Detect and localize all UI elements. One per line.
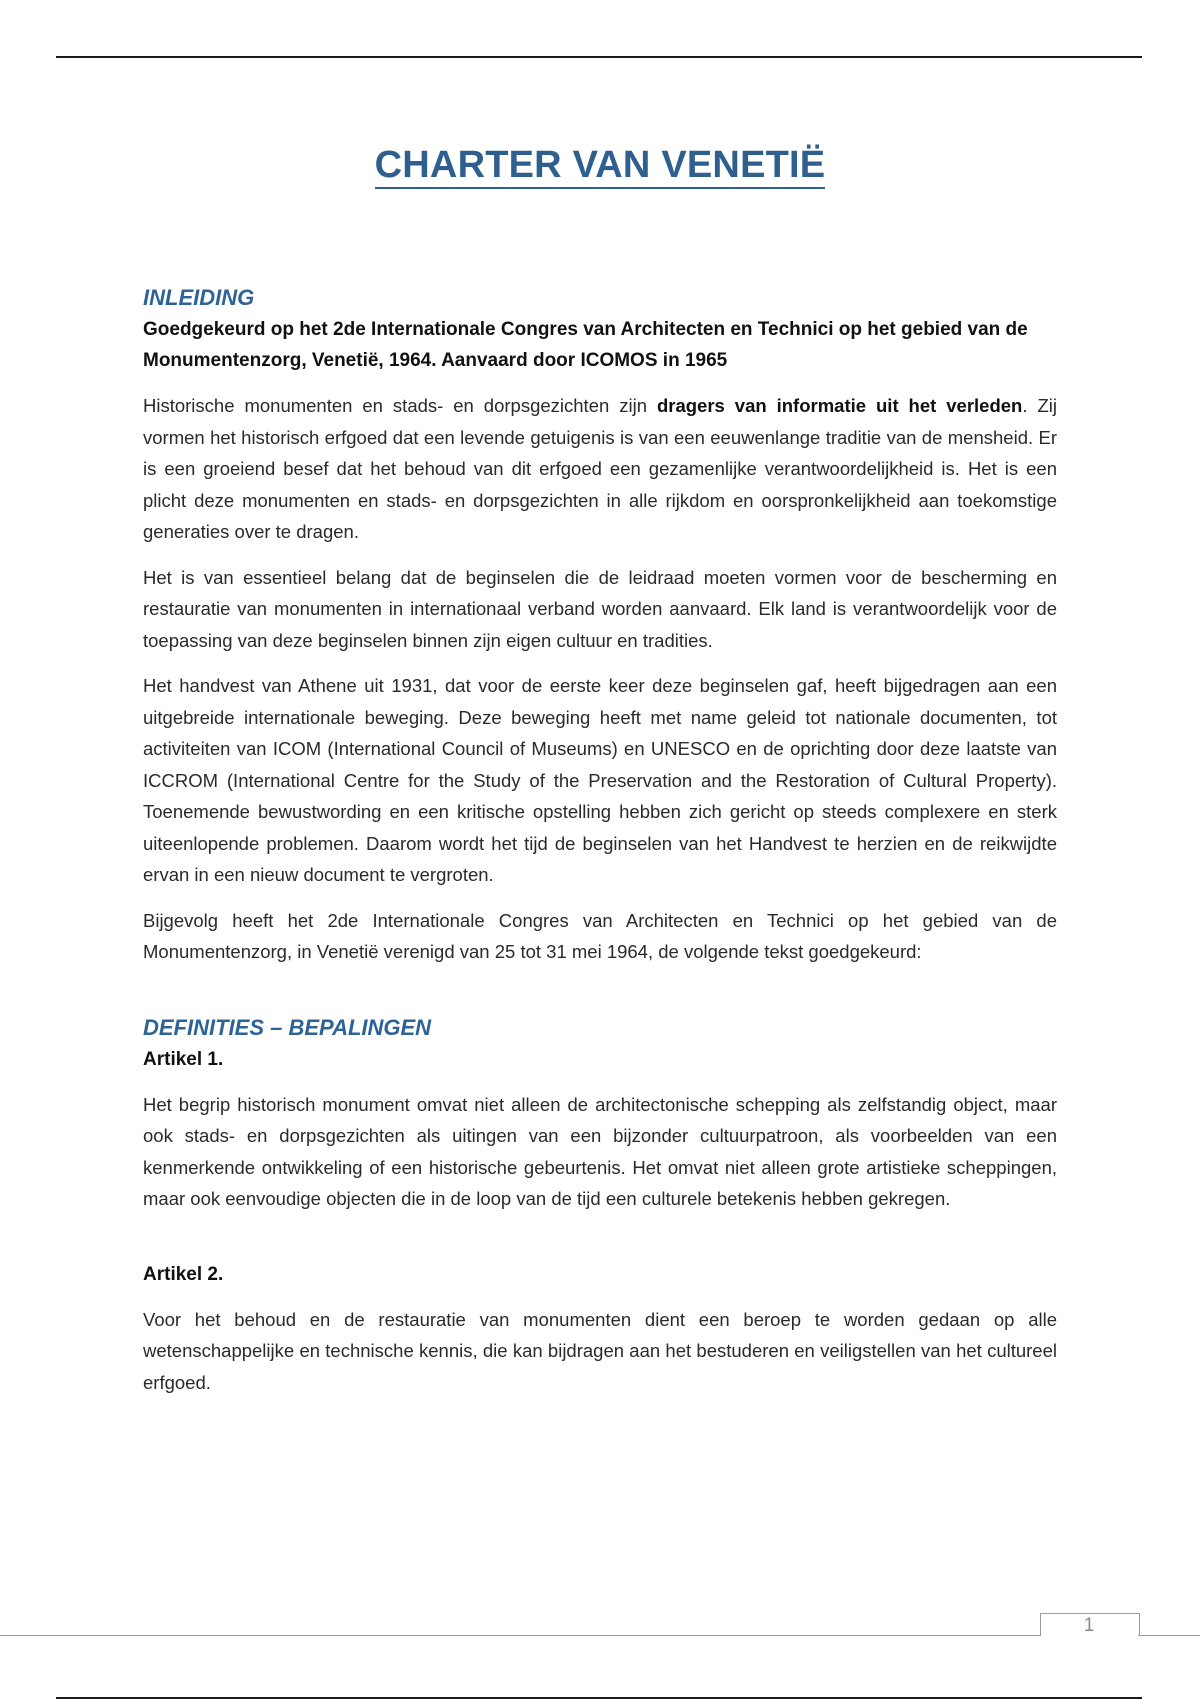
document-body xyxy=(143,282,1057,1412)
section-heading-definities: DEFINITIES – BEPALINGEN xyxy=(143,1014,432,1040)
intro-paragraph-1 xyxy=(143,390,1057,548)
article-2-text: Voor het behoud en de restauratie van monumenten dient een beroep te worden gedaan op alle wetenschappelijke en technische kennis, die kan bijdragen aan het bestuderen en veiligstellen van het cultureel erfgoed. xyxy=(143,1308,1057,1393)
document-title xyxy=(0,144,1200,187)
approval-statement: Goedgekeurd op het 2de Internationale Congres van Architecten en Technici op het gebied van de Monumentenzorg, Venetië, 1964. Aanvaard door ICOMOS in 1965 xyxy=(143,319,1028,371)
article-1-title: Artikel 1. xyxy=(143,1048,224,1070)
bottom-rule xyxy=(56,1697,1142,1699)
header-rule xyxy=(56,56,1142,58)
intro-p1-emphasis: dragers van informatie uit het verleden xyxy=(656,395,1023,416)
title-text: CHARTER VAN VENETIË xyxy=(375,144,826,189)
footer-rule-right xyxy=(1138,1635,1200,1636)
article-2-title: Artikel 2. xyxy=(143,1263,224,1285)
footer-rule xyxy=(0,1635,1040,1636)
page-number: 1 xyxy=(1083,1615,1095,1636)
intro-p1-end: . Zij vormen het historisch erfgoed dat een levende getuigenis is van een eeuwenlange traditie van de mensheid. Er is een groeiend besef dat het behoud van dit erfgoed een gezamenlijke verantwoordelijkheid is. Het is een plicht deze monumenten en stads- en dorpsgezichten in alle rijkdom en oorspronkelijkheid aan toekomstige generaties over te dragen. xyxy=(143,395,1057,542)
intro-paragraph-3: Het handvest van Athene uit 1931, dat voor de eerste keer deze beginselen gaf, heeft bijgedragen aan een uitgebreide internationale beweging. Deze beweging heeft met name geleid tot nationale documenten, tot activiteiten van ICOM (International Council of Museums) en UNESCO en de oprichting door deze laatste van ICCROM (International Centre for the Study of the Preservation and the Restoration of Cultural Property). Toenemende bewustwording en een kritische opstelling hebben zich gericht op steeds complexere en sterk uiteenlopende problemen. Daarom wordt het tijd de beginselen van het Handvest te herzien en de reikwijdte ervan in een nieuw document te vergroten. xyxy=(143,675,1057,885)
article-1-text: Het begrip historisch monument omvat niet alleen de architectonische schepping als zelfstandig object, maar ook stads- en dorpsgezichten als uitingen van een bijzonder cultuurpatroon, als voorbeelden van een kenmerkende ontwikkeling of een historische gebeurtenis. Het omvat niet alleen grote artistieke scheppingen, maar ook eenvoudige objecten die in de loop van de tijd een culturele betekenis hebben gekregen. xyxy=(143,1093,1057,1209)
section-heading-inleiding: INLEIDING xyxy=(143,285,255,310)
intro-paragraph-4: Bijgevolg heeft het 2de Internationale Congres van Architecten en Technici op het gebied van de Monumentenzorg, in Venetië verenigd van 25 tot 31 mei 1964, de volgende tekst goedgekeurd: xyxy=(143,909,1057,962)
intro-p1-start: Historische monumenten en stads- en dorpsgezichten zijn xyxy=(143,395,657,416)
intro-paragraph-2: Het is van essentieel belang dat de beginselen die de leidraad moeten vormen voor de bescherming en restauratie van monumenten in internationaal verband worden aanvaard. Elk land is verantwoordelijk voor de toepassing van deze beginselen binnen zijn eigen cultuur en tradities. xyxy=(143,566,1057,651)
